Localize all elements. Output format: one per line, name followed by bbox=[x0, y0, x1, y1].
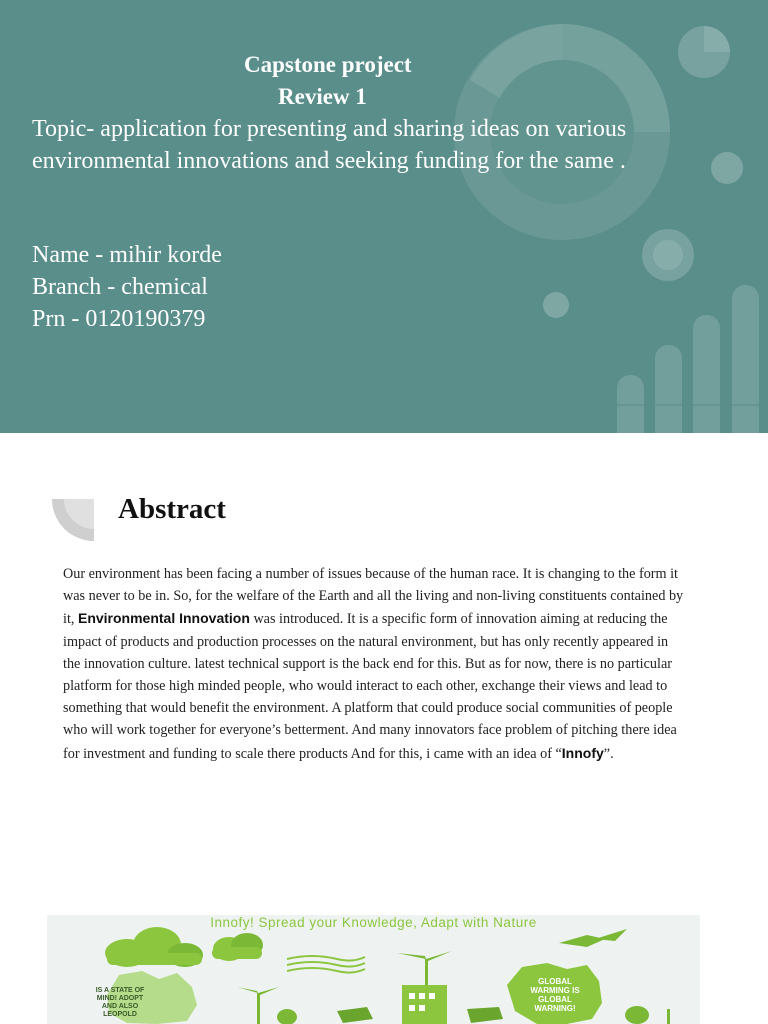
cloud-icon bbox=[105, 927, 263, 967]
slide-subheading: Review 1 bbox=[278, 84, 367, 109]
branch-line: Branch - chemical bbox=[32, 274, 208, 300]
slide-heading: Capstone project bbox=[244, 52, 412, 77]
innofy-illustration bbox=[47, 915, 700, 1024]
abstract-text-part3: ”. bbox=[603, 745, 614, 762]
badge-left-text: IS A STATE OF MIND! ADOPT AND ALSO LEOPOLD bbox=[95, 987, 145, 1018]
innofy-highlight: Innofy bbox=[561, 744, 604, 761]
building-icon bbox=[402, 985, 447, 1024]
environmental-innovation-highlight: Environmental Innovation bbox=[77, 610, 250, 627]
abstract-text-part2: was introduced. It is a specific form of innovation aiming at reducing the impact of products and production processes on the natural environment, but has only recently appeared in the innovation culture. latest technical support is the back end for this. But as for now, there is no particular platform for those high minded people, who would interact to each other, exchange their views and lead to something that would benefit the environment. A platform that could produce social communities of people who will work together for everyone’s betterment. And many innovators face problem of pitching there idea for investment and funding to scale there products And for this, i came with an idea of “ bbox=[63, 611, 677, 762]
abstract-paragraph bbox=[63, 563, 685, 765]
wind-lines-icon bbox=[287, 956, 365, 973]
bird-icon bbox=[559, 929, 627, 947]
prn-line: Prn - 0120190379 bbox=[32, 306, 206, 332]
abstract-title: Abstract bbox=[118, 493, 226, 525]
name-line: Name - mihir korde bbox=[32, 242, 222, 268]
title-slide bbox=[0, 0, 768, 433]
topic-text: Topic- application for presenting and sharing ideas on various environmental innovations and seeking funding for the same . bbox=[32, 116, 627, 174]
banner-caption: Innofy! Spread your Knowledge, Adapt with Nature bbox=[210, 915, 537, 930]
quarter-circle-icon bbox=[52, 499, 96, 543]
abstract-text-part1: Our environment has been facing a number of issues because of the human race. It is changing to the form it was never to be in. So, for the welfare of the Earth and all the living and non-living constituents contained by it, bbox=[63, 566, 684, 628]
abstract-slide bbox=[0, 433, 768, 1024]
badge-right-text: GLOBAL WARMING IS GLOBAL WARNING! bbox=[530, 977, 580, 1013]
